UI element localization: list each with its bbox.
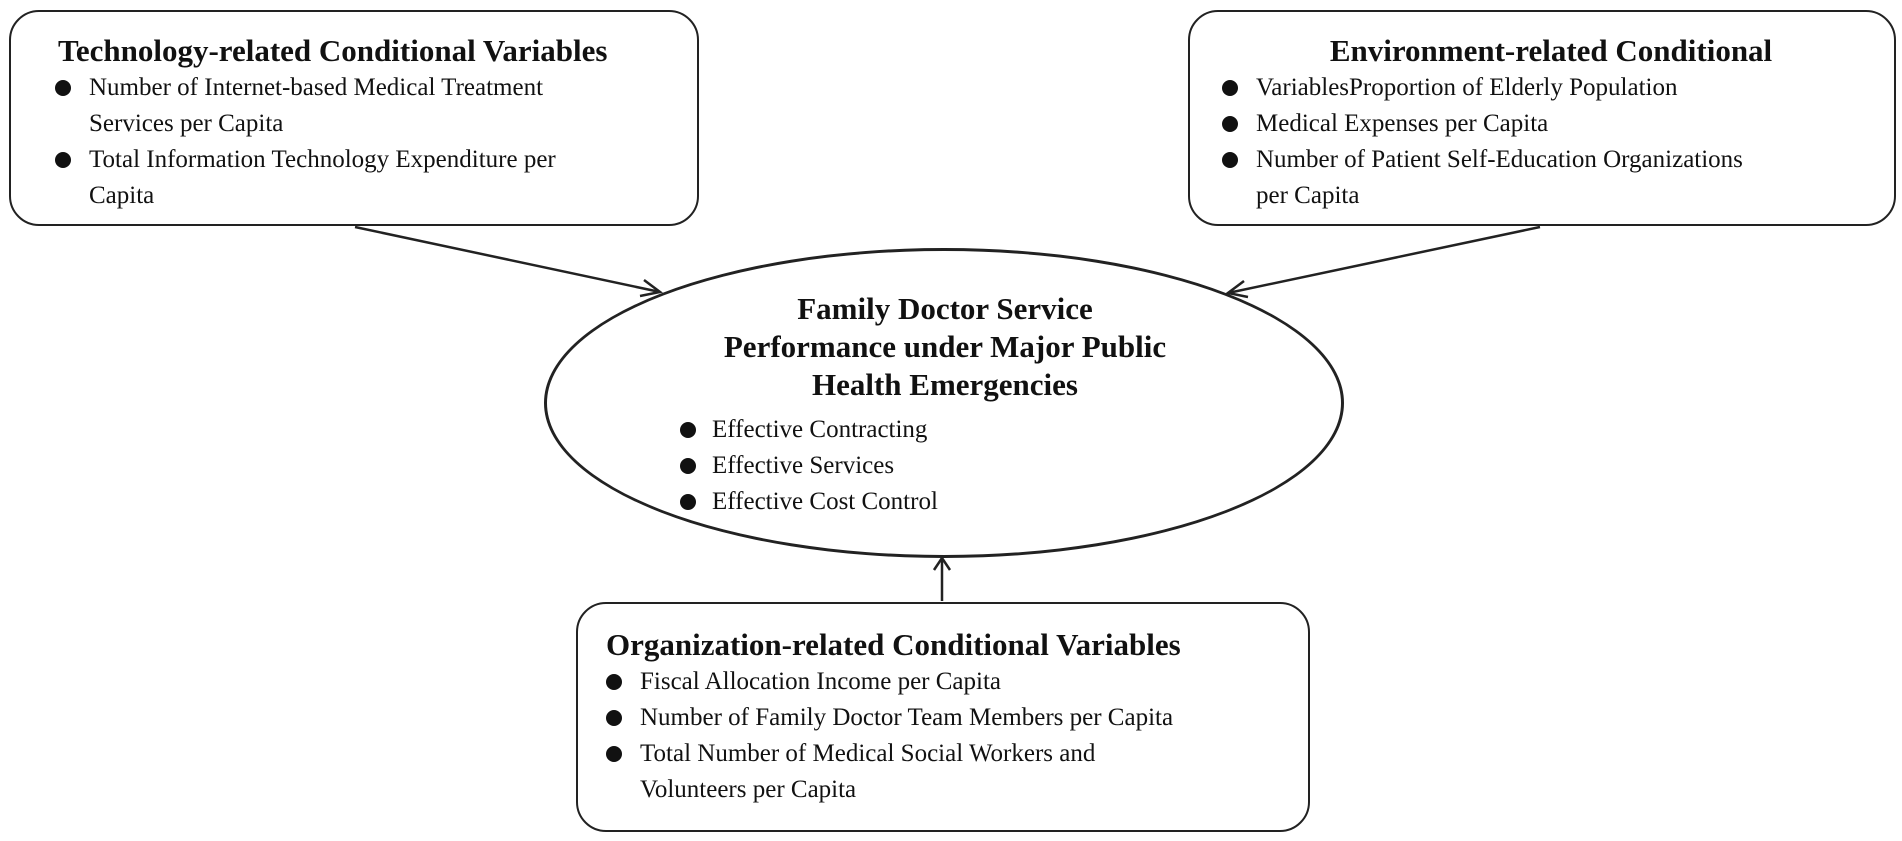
organization-variables-box [576,602,1310,832]
environment-item [1218,142,1854,214]
technology-item [51,142,657,214]
organization-item [602,700,1278,736]
organization-item-1-line-1: Fiscal Allocation Income per Capita [640,668,1002,695]
organization-title: Organization-related Conditional Variables [606,627,1181,662]
organization-list [602,664,1278,808]
environment-item-3-line-2: per Capita [1256,182,1360,209]
center-item-effective-contracting: Effective Contracting [676,412,938,448]
center-list [676,412,938,520]
center-title-line-1: Family Doctor Service [797,291,1093,326]
environment-item [1218,106,1854,142]
organization-item-3-line-2: Volunteers per Capita [640,776,857,803]
technology-title: Technology-related Conditional Variables [58,33,608,68]
technology-item-2-line-2: Capita [89,182,155,209]
center-item-effective-services: Effective Services [676,448,938,484]
center-title [560,290,1330,404]
technology-variables-box [9,10,699,226]
center-item-effective-cost-control: Effective Cost Control [676,484,938,520]
environment-item-2-line-1: Medical Expenses per Capita [1256,110,1549,137]
organization-item-3-line-1: Total Number of Medical Social Workers and [640,740,1096,767]
center-title-line-2: Performance under Major Public [723,329,1167,364]
environment-variables-box [1188,10,1896,226]
arrow-technology-to-center [355,227,660,292]
environment-title: Environment-related Conditional [1329,33,1773,68]
arrow-environment-to-center [1228,227,1540,293]
environment-item-1-line-1: VariablesProportion of Elderly Population [1256,74,1678,101]
technology-item [51,70,657,142]
organization-item-2-line-1: Number of Family Doctor Team Members per Capita [640,704,1174,731]
technology-list [51,70,657,214]
environment-item [1218,70,1854,106]
center-title-line-3: Health Emergencies [811,367,1078,402]
environment-item-3-line-1: Number of Patient Self-Education Organizations [1256,146,1743,173]
organization-item [602,736,1278,808]
organization-item [602,664,1278,700]
environment-list [1218,70,1854,214]
technology-item-2-line-1: Total Information Technology Expenditure per [89,146,556,173]
technology-item-1-line-1: Number of Internet-based Medical Treatment [89,74,544,101]
technology-item-1-line-2: Services per Capita [89,110,284,137]
